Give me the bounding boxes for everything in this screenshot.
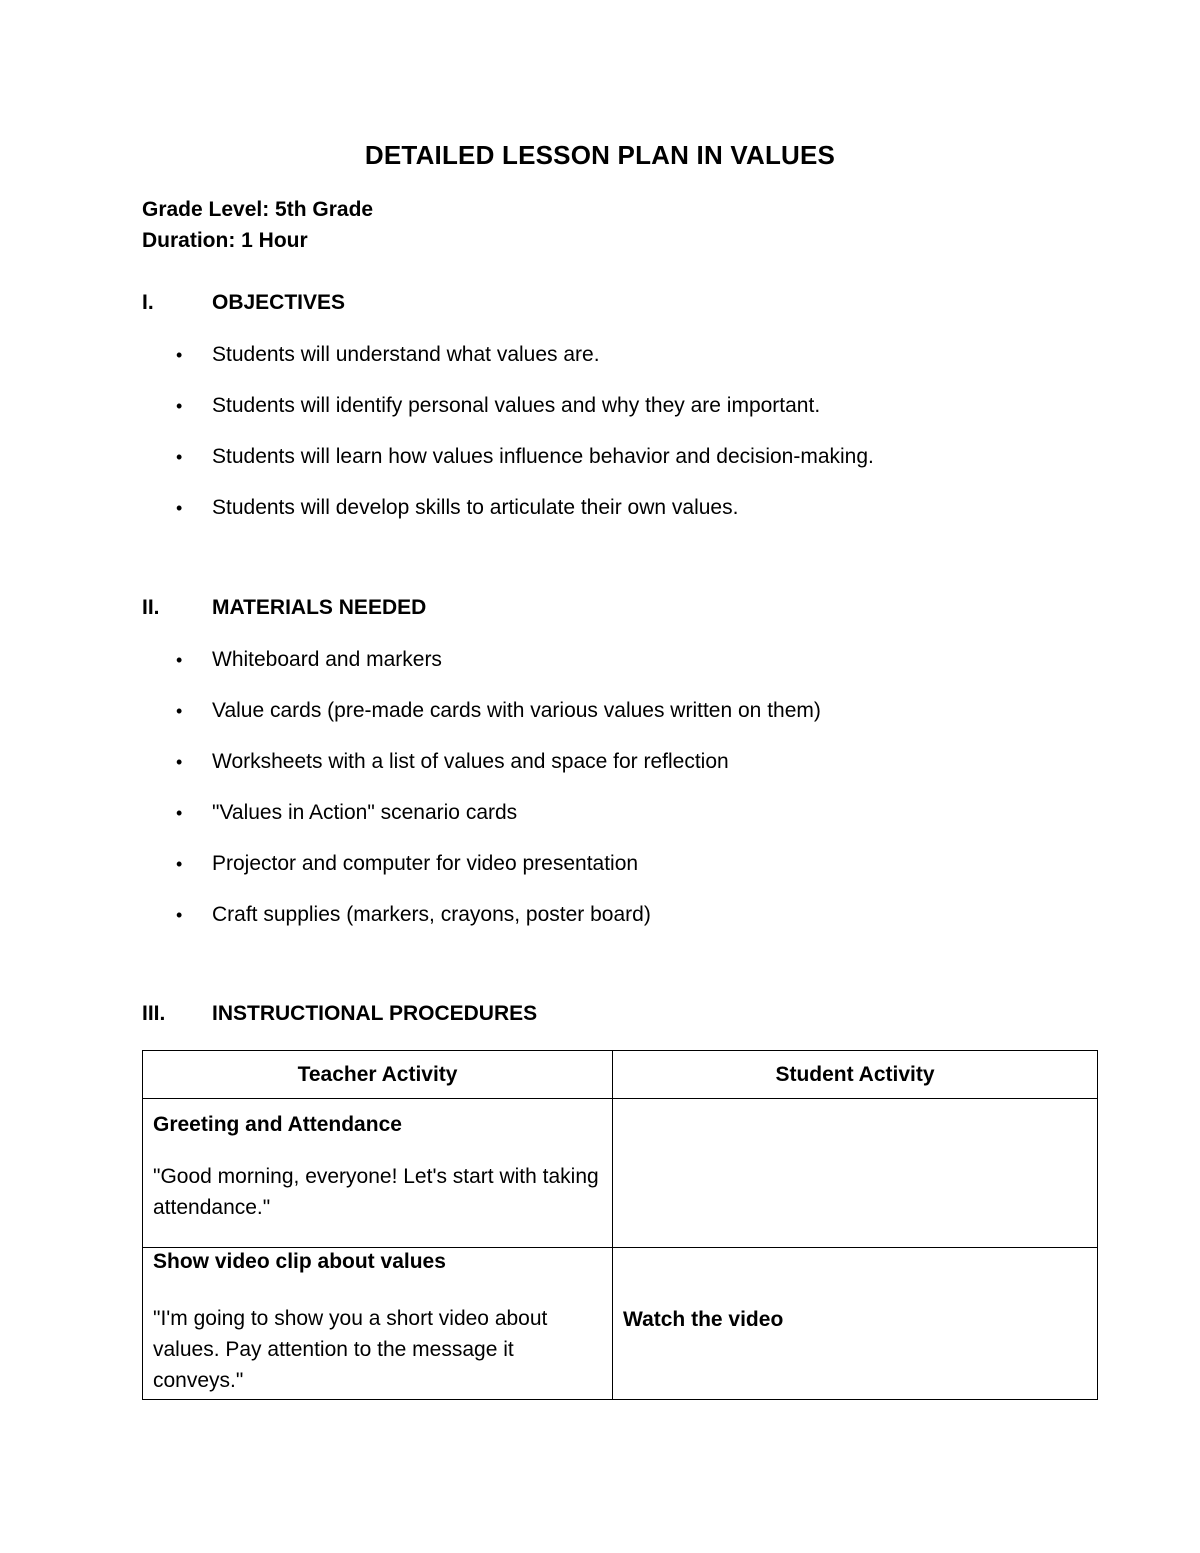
bullet-icon: • [176, 905, 183, 925]
duration: Duration: 1 Hour [142, 229, 308, 252]
bullet-icon: • [176, 803, 183, 823]
material-text: Projector and computer for video presentation [212, 852, 639, 875]
procedures-table [142, 1050, 1098, 1400]
procedures-title: INSTRUCTIONAL PROCEDURES [212, 1002, 538, 1025]
objectives-heading [142, 291, 345, 315]
student-activity-cell [613, 1248, 1098, 1400]
objective-text: Students will understand what values are. [212, 343, 600, 366]
bullet-icon: • [176, 752, 183, 772]
procedures-number: III. [142, 1002, 166, 1025]
material-text: "Values in Action" scenario cards [212, 801, 518, 824]
student-activity-text: Watch the video [623, 1308, 784, 1331]
bullet-icon: • [176, 396, 183, 416]
page-title: DETAILED LESSON PLAN IN VALUES [364, 140, 836, 170]
bullet-icon: • [176, 701, 183, 721]
teacher-activity-cell [143, 1099, 613, 1248]
activity-heading: Greeting and Attendance [153, 1113, 402, 1136]
objective-text: Students will learn how values influence behavior and decision-making. [212, 445, 874, 468]
teacher-activity-cell [143, 1248, 613, 1400]
student-activity-header: Student Activity [613, 1051, 1098, 1099]
bullet-icon: • [176, 345, 183, 365]
activity-heading: Show video clip about values [153, 1250, 446, 1273]
bullet-icon: • [176, 650, 183, 670]
materials-title: MATERIALS NEEDED [212, 596, 427, 619]
materials-number: II. [142, 596, 160, 619]
bullet-icon: • [176, 854, 183, 874]
objectives-title: OBJECTIVES [212, 291, 346, 314]
objective-text: Students will develop skills to articulate their own values. [212, 496, 739, 519]
materials-heading [142, 596, 426, 620]
procedures-heading [142, 1002, 537, 1026]
table-header-row [143, 1051, 1098, 1099]
table-row [143, 1099, 1098, 1248]
activity-quote: "Good morning, everyone! Let's start with taking attendance." [153, 1165, 599, 1219]
teacher-activity-header: Teacher Activity [143, 1051, 613, 1099]
grade-level: Grade Level: 5th Grade [142, 198, 374, 221]
table-row [143, 1248, 1098, 1400]
bullet-icon: • [176, 498, 183, 518]
bullet-icon: • [176, 447, 183, 467]
material-text: Value cards (pre-made cards with various values written on them) [212, 699, 821, 722]
objectives-number: I. [142, 291, 154, 314]
material-text: Craft supplies (markers, crayons, poster board) [212, 903, 651, 926]
objective-text: Students will identify personal values and why they are important. [212, 394, 821, 417]
material-text: Whiteboard and markers [212, 648, 442, 671]
student-activity-cell [613, 1099, 1098, 1248]
activity-quote: "I'm going to show you a short video about values. Pay attention to the message it conveys." [153, 1307, 548, 1392]
material-text: Worksheets with a list of values and space for reflection [212, 750, 729, 773]
